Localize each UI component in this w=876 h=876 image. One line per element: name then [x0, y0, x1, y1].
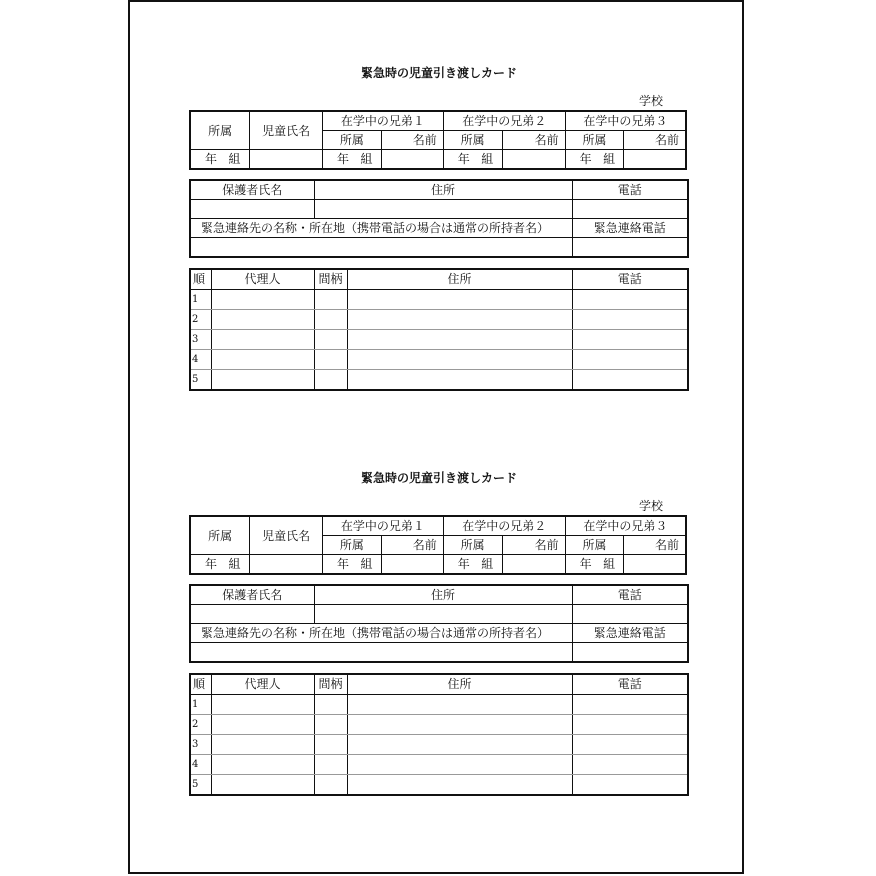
child-name-field[interactable]	[250, 555, 323, 575]
relation-header: 間柄	[314, 269, 347, 290]
order-header: 順	[190, 269, 211, 290]
agent-address-field[interactable]	[347, 330, 572, 350]
child-name-header: 児童氏名	[250, 111, 323, 150]
agent-row	[190, 330, 688, 350]
grade-class-label: 組	[360, 557, 373, 571]
agent-phone-field[interactable]	[572, 755, 688, 775]
agent-name-field[interactable]	[211, 290, 314, 310]
row-number: 3	[190, 735, 211, 755]
row-number: 3	[190, 330, 211, 350]
agent-name-field[interactable]	[211, 735, 314, 755]
sibling2-grade-field[interactable]	[443, 555, 502, 575]
agent-table	[189, 268, 689, 391]
card-title: 緊急時の児童引き渡しカード	[360, 471, 517, 485]
school-label: 学校	[638, 94, 663, 108]
sibling1-header: 在学中の兄弟１	[323, 111, 444, 131]
relation-field[interactable]	[314, 350, 347, 370]
agent-row	[190, 715, 688, 735]
agent-address-field[interactable]	[347, 755, 572, 775]
row-number: 4	[190, 755, 211, 775]
grade-year-label: 年	[337, 557, 350, 571]
grade-class-label: 組	[481, 557, 494, 571]
child-grade-class-field[interactable]	[190, 555, 250, 575]
grade-year-label: 年	[579, 557, 592, 571]
sibling2-name-header: 名前	[502, 131, 565, 150]
guardian-name-header: 保護者氏名	[190, 585, 314, 605]
document-page	[128, 0, 744, 874]
agent-address-field[interactable]	[347, 775, 572, 796]
guardian-address-header: 住所	[314, 180, 572, 200]
guardian-name-header: 保護者氏名	[190, 180, 314, 200]
grade-class-label: 組	[228, 152, 241, 166]
sibling1-affiliation-header: 所属	[323, 536, 382, 555]
guardian-table	[189, 584, 689, 663]
agent-row	[190, 290, 688, 310]
agent-phone-field[interactable]	[572, 370, 688, 391]
guardian-name-field[interactable]	[190, 200, 314, 219]
agent-header: 代理人	[211, 674, 314, 695]
row-number: 5	[190, 370, 211, 391]
agent-address-field[interactable]	[347, 715, 572, 735]
grade-year-label: 年	[579, 152, 592, 166]
grade-class-label: 組	[481, 152, 494, 166]
agent-phone-field[interactable]	[572, 695, 688, 715]
guardian-name-field[interactable]	[190, 605, 314, 624]
agent-phone-field[interactable]	[572, 330, 688, 350]
agent-address-field[interactable]	[347, 370, 572, 391]
grade-year-label: 年	[205, 557, 218, 571]
sibling2-name-field[interactable]	[502, 555, 565, 575]
emergency-contact-header: 緊急連絡先の名称・所在地（携帯電話の場合は通常の所持者名）	[190, 219, 572, 238]
relation-field[interactable]	[314, 695, 347, 715]
sibling1-name-field[interactable]	[381, 555, 443, 575]
sibling2-grade-field[interactable]	[443, 150, 502, 170]
relation-header: 間柄	[314, 674, 347, 695]
sibling2-header: 在学中の兄弟２	[443, 111, 565, 131]
row-number: 2	[190, 715, 211, 735]
sibling2-name-field[interactable]	[502, 150, 565, 170]
emergency-phone-header: 緊急連絡電話	[572, 219, 688, 238]
sibling1-header: 在学中の兄弟１	[323, 516, 444, 536]
guardian-phone-field[interactable]	[572, 605, 688, 624]
agent-phone-field[interactable]	[572, 350, 688, 370]
affiliation-header: 所属	[190, 111, 250, 150]
grade-year-label: 年	[457, 152, 470, 166]
order-header: 順	[190, 674, 211, 695]
agent-address-field[interactable]	[347, 695, 572, 715]
guardian-table	[189, 179, 689, 258]
agent-address-field[interactable]	[347, 735, 572, 755]
grade-class-label: 組	[360, 152, 373, 166]
agent-row	[190, 775, 688, 796]
agent-row	[190, 755, 688, 775]
sibling3-header: 在学中の兄弟３	[565, 516, 686, 536]
grade-year-label: 年	[457, 557, 470, 571]
agent-name-field[interactable]	[211, 350, 314, 370]
relation-field[interactable]	[314, 735, 347, 755]
emergency-contact-field[interactable]	[190, 643, 572, 663]
row-number: 1	[190, 290, 211, 310]
agent-phone-field[interactable]	[572, 735, 688, 755]
grade-class-label: 組	[603, 557, 616, 571]
relation-field[interactable]	[314, 715, 347, 735]
agent-name-field[interactable]	[211, 775, 314, 796]
sibling2-name-header: 名前	[502, 536, 565, 555]
relation-field[interactable]	[314, 370, 347, 391]
agent-name-field[interactable]	[211, 330, 314, 350]
sibling1-name-header: 名前	[381, 131, 443, 150]
sibling1-affiliation-header: 所属	[323, 131, 382, 150]
agent-phone-field[interactable]	[572, 310, 688, 330]
child-info-table	[189, 110, 687, 170]
sibling3-grade-field[interactable]	[565, 150, 624, 170]
guardian-phone-header: 電話	[572, 585, 688, 605]
agent-address-field[interactable]	[347, 290, 572, 310]
relation-field[interactable]	[314, 290, 347, 310]
grade-class-label: 組	[228, 557, 241, 571]
sibling1-name-header: 名前	[381, 536, 443, 555]
agent-address-field[interactable]	[347, 310, 572, 330]
agent-phone-field[interactable]	[572, 290, 688, 310]
agent-name-field[interactable]	[211, 370, 314, 391]
guardian-phone-field[interactable]	[572, 200, 688, 219]
agent-header: 代理人	[211, 269, 314, 290]
row-number: 1	[190, 695, 211, 715]
guardian-address-field[interactable]	[314, 605, 572, 624]
child-grade-class-field[interactable]	[190, 150, 250, 170]
relation-field[interactable]	[314, 755, 347, 775]
card-title: 緊急時の児童引き渡しカード	[360, 66, 517, 80]
agent-name-field[interactable]	[211, 310, 314, 330]
agent-table	[189, 673, 689, 796]
sibling3-name-header: 名前	[624, 131, 686, 150]
grade-year-label: 年	[205, 152, 218, 166]
sibling3-name-header: 名前	[624, 536, 686, 555]
sibling1-grade-field[interactable]	[323, 555, 382, 575]
school-label: 学校	[638, 499, 663, 513]
agent-name-field[interactable]	[211, 755, 314, 775]
sibling3-affiliation-header: 所属	[565, 536, 624, 555]
agent-phone-header: 電話	[572, 674, 688, 695]
agent-phone-field[interactable]	[572, 715, 688, 735]
emergency-contact-header: 緊急連絡先の名称・所在地（携帯電話の場合は通常の所持者名）	[190, 624, 572, 643]
agent-phone-field[interactable]	[572, 775, 688, 796]
agent-row	[190, 310, 688, 330]
guardian-address-field[interactable]	[314, 200, 572, 219]
guardian-phone-header: 電話	[572, 180, 688, 200]
agent-row	[190, 695, 688, 715]
emergency-phone-header: 緊急連絡電話	[572, 624, 688, 643]
agent-row	[190, 350, 688, 370]
agent-phone-header: 電話	[572, 269, 688, 290]
sibling1-grade-field[interactable]	[323, 150, 382, 170]
affiliation-header: 所属	[190, 516, 250, 555]
row-number: 5	[190, 775, 211, 796]
child-info-table	[189, 515, 687, 575]
agent-row	[190, 735, 688, 755]
grade-class-label: 組	[603, 152, 616, 166]
row-number: 4	[190, 350, 211, 370]
agent-name-field[interactable]	[211, 715, 314, 735]
guardian-address-header: 住所	[314, 585, 572, 605]
relation-field[interactable]	[314, 310, 347, 330]
child-name-field[interactable]	[250, 150, 323, 170]
sibling2-header: 在学中の兄弟２	[443, 516, 565, 536]
emergency-contact-field[interactable]	[190, 238, 572, 258]
sibling1-name-field[interactable]	[381, 150, 443, 170]
agent-address-header: 住所	[347, 674, 572, 695]
sibling3-name-field[interactable]	[624, 150, 686, 170]
sibling3-grade-field[interactable]	[565, 555, 624, 575]
relation-field[interactable]	[314, 330, 347, 350]
agent-name-field[interactable]	[211, 695, 314, 715]
sibling3-header: 在学中の兄弟３	[565, 111, 686, 131]
child-name-header: 児童氏名	[250, 516, 323, 555]
sibling2-affiliation-header: 所属	[443, 536, 502, 555]
agent-row	[190, 370, 688, 391]
sibling3-name-field[interactable]	[624, 555, 686, 575]
emergency-phone-field[interactable]	[572, 643, 688, 663]
sibling3-affiliation-header: 所属	[565, 131, 624, 150]
sibling2-affiliation-header: 所属	[443, 131, 502, 150]
agent-address-field[interactable]	[347, 350, 572, 370]
emergency-phone-field[interactable]	[572, 238, 688, 258]
grade-year-label: 年	[337, 152, 350, 166]
agent-address-header: 住所	[347, 269, 572, 290]
relation-field[interactable]	[314, 775, 347, 796]
row-number: 2	[190, 310, 211, 330]
